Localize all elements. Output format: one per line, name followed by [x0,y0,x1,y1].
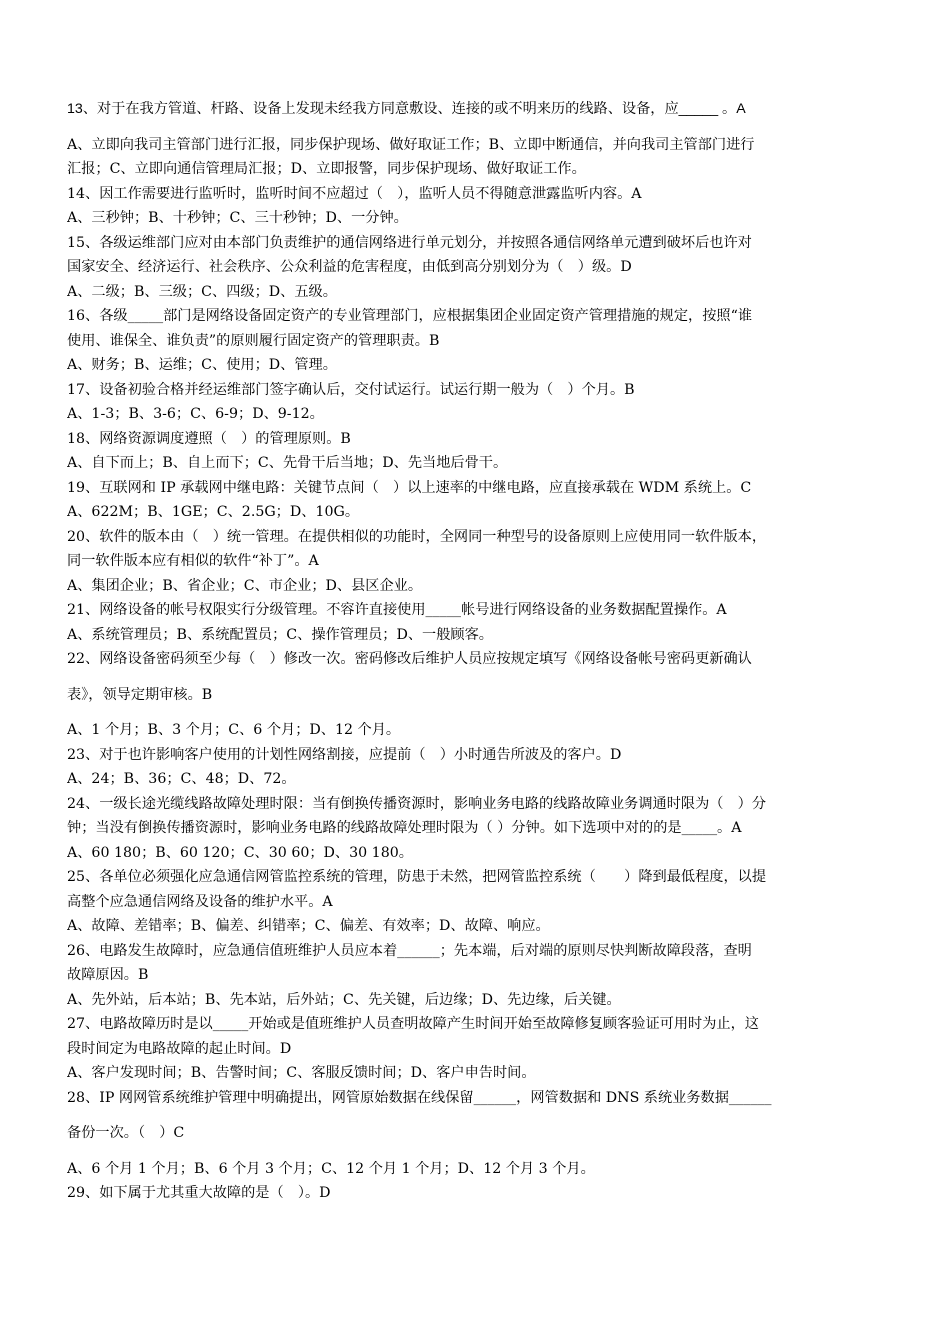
document-page [67,97,887,1206]
question-22-line2: 表》，领导定期审核。B [67,686,213,703]
question-15-line1: 15、各级运维部门应对由本部门负责维护的通信网络进行单元划分，并按照各通信网络单元遭到破坏后也许对 [67,234,752,251]
question-16-line1: 16、各级_____部门是网络设备固定资产的专业管理部门，应根据集团企业固定资产管理措施的规定，按照“谁 [67,308,753,324]
options-18: A、自下而上；B、自上而下；C、先骨干后当地；D、先当地后骨干。 [67,455,508,471]
question-19: 19、互联网和 IP 承载网中继电路：关键节点间（ ）以上速率的中继电路，应直接承载在 WDM 系统上。C [67,479,752,496]
options-27: A、客户发现时间；B、告警时间；C、客服反馈时间；D、客户申告时间。 [67,1065,536,1081]
question-29: 29、如下属于尤其重大故障的是（ ）。D [67,1185,331,1201]
options-22: A、1 个月；B、3 个月；C、6 个月；D、12 个月。 [67,722,401,738]
question-25-line2: 高整个应急通信网络及设备的维护水平。A [67,893,333,910]
question-14: 14、因工作需要进行监听时，监听时间不应超过（ ），监听人员不得随意泄露监听内容。A [67,185,642,202]
question-27-line1: 27、电路故障历时是以_____开始或是值班维护人员查明故障产生时间开始至故障修复顾客验证可用时为止，这 [67,1016,759,1032]
options-13-line1: A、立即向我司主管部门进行汇报，同步保护现场、做好取证工作；B、立即中断通信，并向我司主管部门进行 [67,136,755,153]
options-26: A、先外站，后本站；B、先本站，后外站；C、先关键，后边缘；D、先边缘，后关键。 [67,991,621,1008]
question-18: 18、网络资源调度遵照（ ）的管理原则。B [67,430,351,447]
question-15-line2: 国家安全、经济运行、社会秩序、公众利益的危害程度，由低到高分别划分为（ ）级。D [67,259,632,275]
options-20: A、集团企业；B、省企业；C、市企业；D、县区企业。 [67,577,423,594]
question-21: 21、网络设备的帐号权限实行分级管理。不容许直接使用_____帐号进行网络设备的业务数据配置操作。A [67,602,727,618]
options-16: A、财务；B、运维；C、使用；D、管理。 [67,357,337,373]
question-24-line2: 钟；当没有倒换传播资源时，影响业务电路的线路故障处理时限为（ ）分钟。如下选项中对的的是_____。A [67,820,742,836]
options-14: A、三秒钟；B、十秒钟；C、三十秒钟；D、一分钟。 [67,210,408,226]
question-13: 13、对于在我方管道、杆路、设备上发现未经我方同意敷设、连接的或不明来历的线路、设备，应_____ 。A [67,101,746,117]
question-20-line2: 同一软件版本应有相似的软件“补丁”。A [67,553,319,569]
question-28-line1: 28、IP 网网管系统维护管理中明确提出，网管原始数据在线保留______，网管数据和 DNS 系统业务数据______ [67,1089,772,1106]
question-23: 23、对于也许影响客户使用的计划性网络割接，应提前（ ）小时通告所波及的客户。D [67,746,622,763]
options-17: A、1-3；B、3-6；C、6-9；D、9-12。 [67,406,324,422]
question-22-line1: 22、网络设备密码须至少每（ ）修改一次。密码修改后维护人员应按规定填写《网络设备帐号密码更新确认 [67,651,752,667]
question-16-line2: 使用、谁保全、谁负责”的原则履行固定资产的管理职责。B [67,332,440,349]
question-26-line1: 26、电路发生故障时，应急通信值班维护人员应本着______；先本端，后对端的原则尽快判断故障段落，查明 [67,942,752,959]
question-20-line1: 20、软件的版本由（ ）统一管理。在提供相似的功能时，全网同一种型号的设备原则上应使用同一软件版本， [67,528,767,545]
options-15: A、二级；B、三级；C、四级；D、五级。 [67,283,337,300]
options-25: A、故障、差错率；B、偏差、纠错率；C、偏差、有效率；D、故障、响应。 [67,918,550,934]
question-28-line2: 备份一次。（ ）C [67,1125,185,1141]
question-27-line2: 段时间定为电路故障的起止时间。D [67,1040,292,1057]
question-25-line1: 25、各单位必须强化应急通信网管监控系统的管理，防患于未然，把网管监控系统（ ）降到最低程度，以提 [67,869,767,885]
question-26-line2: 故障原因。B [67,967,149,983]
options-28: A、6 个月 1 个月；B、6 个月 3 个月；C、12 个月 1 个月；D、12 个月 3 个月。 [67,1160,595,1177]
options-23: A、24；B、36；C、48；D、72。 [67,771,296,787]
options-24: A、60 180；B、60 120；C、30 60；D、30 180。 [67,844,413,861]
options-13-line2: 汇报；C、立即向通信管理局汇报；D、立即报警，同步保护现场、做好取证工作。 [67,161,586,177]
question-24-line1: 24、一级长途光缆线路故障处理时限：当有倒换传播资源时，影响业务电路的线路故障业务调通时限为（ ）分 [67,795,767,812]
options-21: A、系统管理员；B、系统配置员；C、操作管理员；D、一般顾客。 [67,626,493,643]
question-17: 17、设备初验合格并经运维部门签字确认后，交付试运行。试运行期一般为（ ）个月。B [67,381,635,398]
options-19: A、622M；B、1GE；C、2.5G；D、10G。 [67,504,360,520]
